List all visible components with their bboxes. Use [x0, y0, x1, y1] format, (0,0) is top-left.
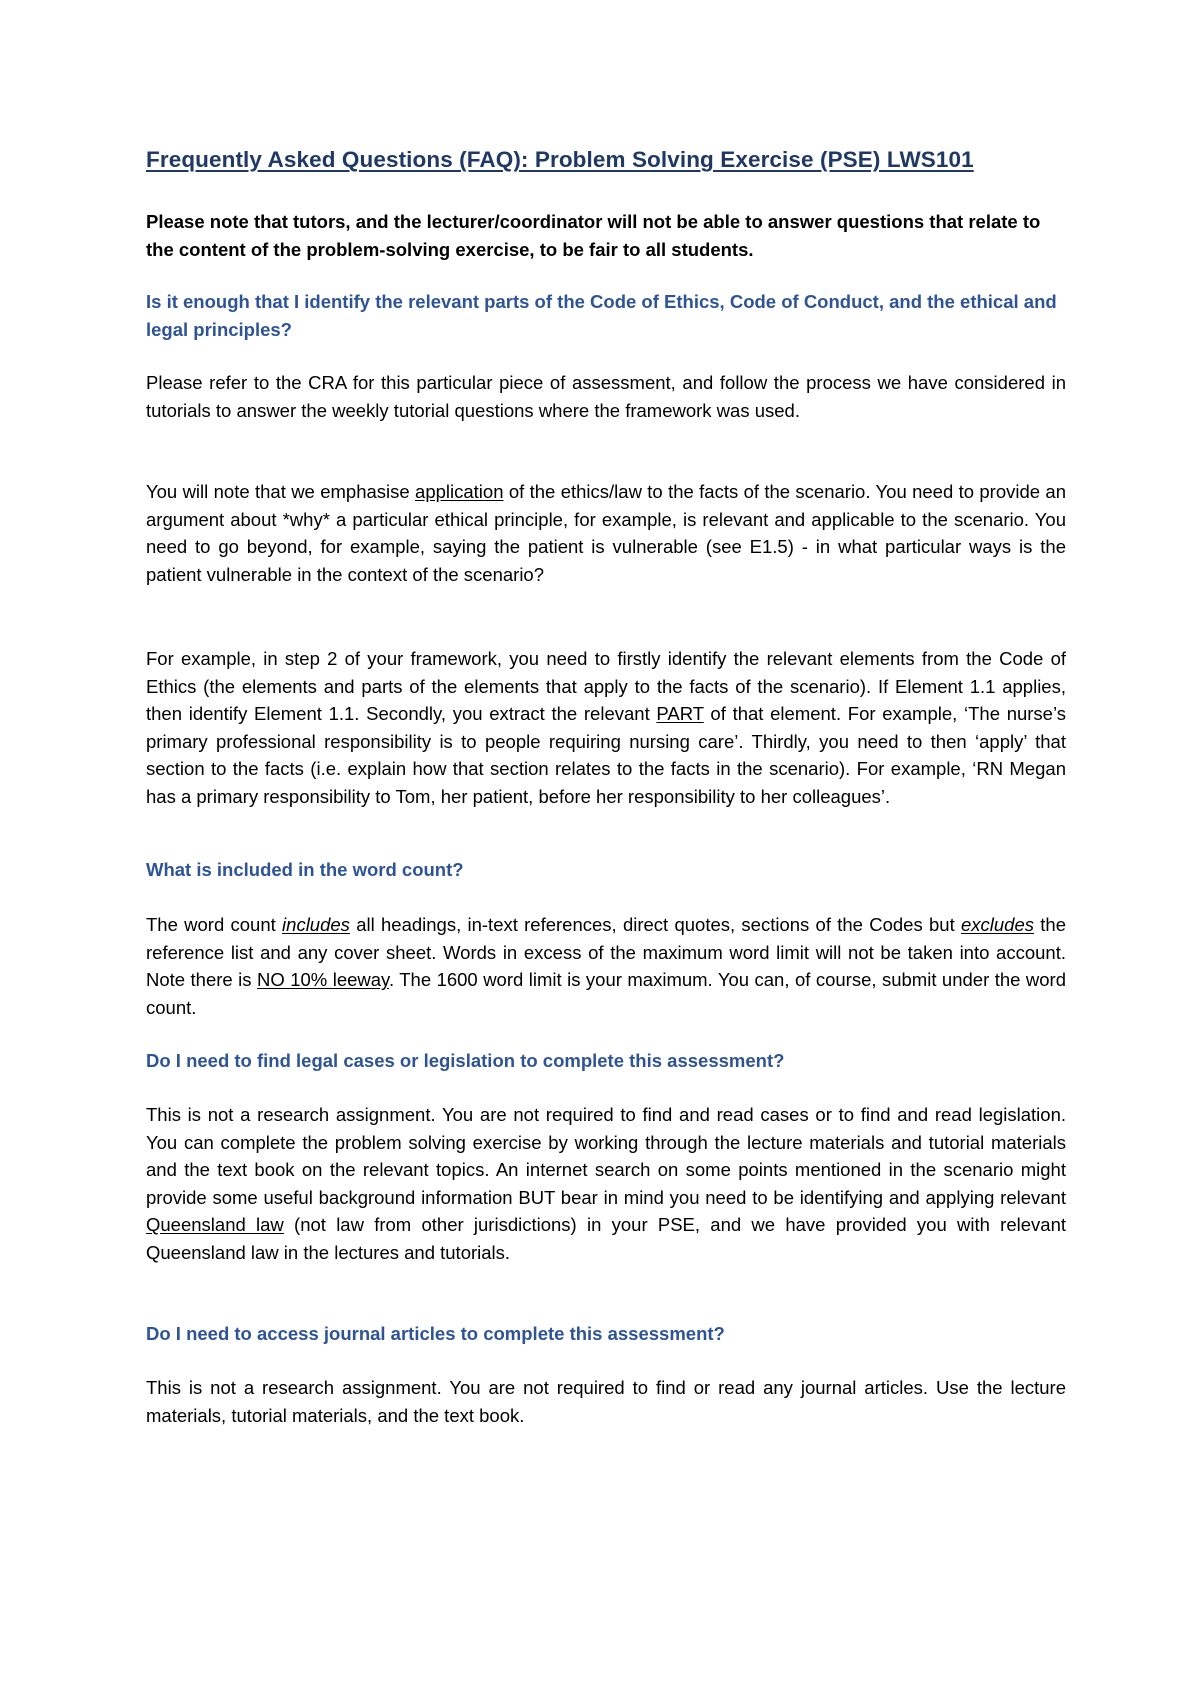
faq-answer-paragraph — [146, 478, 1066, 588]
faq-question-journal-articles: Do I need to access journal articles to complete this assessment? — [146, 1323, 725, 1344]
faq-question-ethics-codes: Is it enough that I identify the relevant parts of the Code of Ethics, Code of Conduct, and the ethical and legal principles? — [146, 291, 1057, 340]
answer-text: all headings, in-text references, direct quotes, sections of the Codes but — [349, 914, 961, 935]
answer-text: This is not a research assignment. You are not required to find and read cases or to find and read legislation. You can complete the problem solving exercise by working through the lecture materials and tutorial materials and the text book on the relevant topics. An internet search on some points mentioned in the scenario might provide some useful background information BUT bear in mind you need to be identifying and applying relevant — [146, 1104, 1066, 1208]
faq-answer-paragraph — [146, 369, 1066, 424]
answer-text: Please refer to the CRA for this particular piece of assessment, and follow the process we have considered in tutorials to answer the weekly tutorial questions where the framework was used. — [146, 372, 1066, 421]
answer-text: You will note that we emphasise — [146, 481, 416, 502]
answer-text: of that element. For example, ‘The nurse’s primary professional responsibility is to people requiring nursing care’. Thirdly, you need to then ‘apply’ that section to the facts (i.e. explain how that section relates to the facts in the scenario). For example, ‘RN Megan has a primary responsibility to Tom, her patient, before her responsibility to her colleagues’. — [146, 703, 1066, 807]
document-title: Frequently Asked Questions (FAQ): Problem Solving Exercise (PSE) LWS101 — [146, 147, 974, 172]
answer-text: of the ethics/law to the facts of the scenario. You need to provide an argument about *why* a particular ethical principle, for example, is relevant and applicable to the scenario. You need to go beyond, for example, saying the patient is vulnerable (see E1.5) - in what particular ways is the patient vulnerable in the context of the scenario? — [146, 481, 1066, 585]
answer-text: For example, in step 2 of your framework, you need to firstly identify the relevant elements from the Code of Ethics (the elements and parts of the elements that apply to the facts of the scenario). If Element 1.1 applies, then identify Element 1.1. Secondly, you extract the relevant — [146, 648, 1066, 724]
faq-answer-paragraph — [146, 911, 1066, 1021]
notice-paragraph: Please note that tutors, and the lecturer/coordinator will not be able to answer questions that relate to the content of the problem-solving exercise, to be fair to all students. — [146, 211, 1041, 260]
answer-text: . The 1600 word limit is your maximum. You can, of course, submit under the word count. — [146, 969, 1066, 1018]
answer-text: The word count — [146, 914, 283, 935]
faq-answer-paragraph — [146, 1374, 1066, 1429]
emphasis-application: application — [415, 481, 504, 502]
faq-question-legal-cases: Do I need to find legal cases or legislation to complete this assessment? — [146, 1050, 785, 1071]
answer-text: This is not a research assignment. You are not required to find or read any journal articles. Use the lecture materials, tutorial materials, and the text book. — [146, 1377, 1066, 1426]
emphasis-queensland-law: Queensland law — [146, 1214, 284, 1235]
faq-answer-paragraph — [146, 1101, 1066, 1266]
emphasis-part: PART — [656, 703, 704, 724]
emphasis-includes: includes — [282, 914, 350, 935]
answer-text: (not law from other jurisdictions) in your PSE, and we have provided you with relevant Queensland law in the lectures and tutorials. — [146, 1214, 1066, 1263]
emphasis-no-leeway: NO 10% leeway — [257, 969, 389, 990]
answer-text: the reference list and any cover sheet. Words in excess of the maximum word limit will not be taken into account. Note there is — [146, 914, 1066, 990]
faq-answer-paragraph — [146, 645, 1066, 810]
faq-question-word-count: What is included in the word count? — [146, 859, 464, 880]
emphasis-excludes: excludes — [960, 914, 1034, 935]
